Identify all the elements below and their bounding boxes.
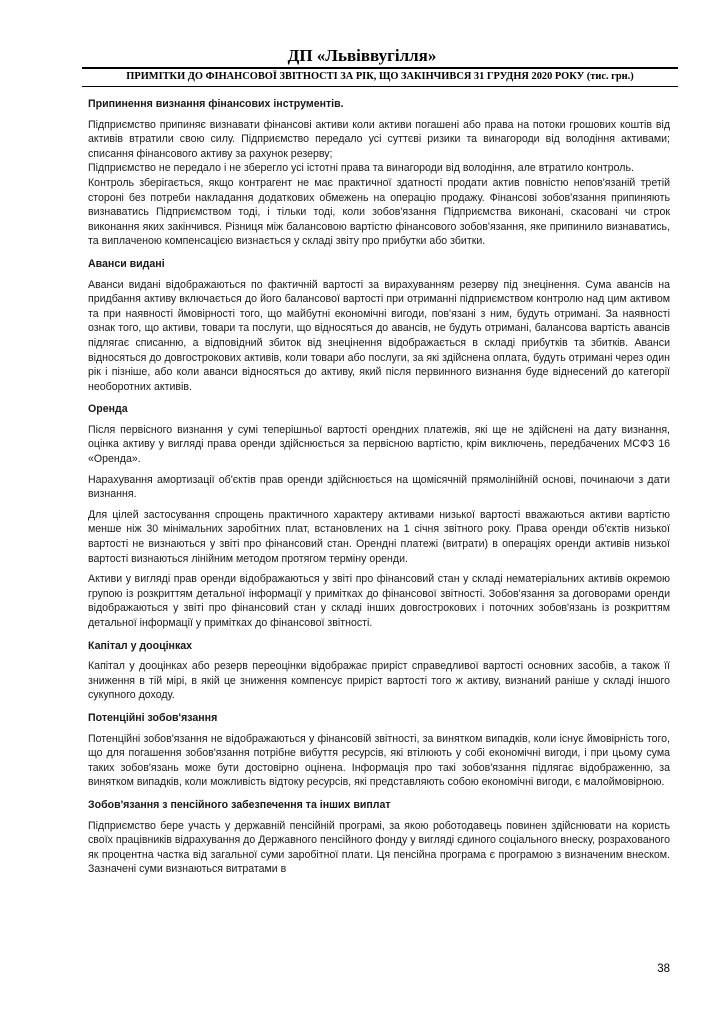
paragraph: Після первісного визнання у сумі теперішньої вартості орендних платежів, які ще не здійснені на дату визнання, оцінка активу у вигляді права оренди здійснюється за первісною вартістю, крім виключень, передбачених МСФЗ 16 «Оренда». bbox=[88, 423, 670, 466]
report-subtitle: ПРИМІТКИ ДО ФІНАНСОВОЇ ЗВІТНОСТІ ЗА РІК, ЩО ЗАКІНЧИВСЯ 31 ГРУДНЯ 2020 РОКУ (тис. грн.) bbox=[126, 71, 634, 82]
paragraph: Аванси видані відображаються по фактичній вартості за вирахуванням резерву під знецінення. Сума авансів на придбання активу включається до його балансової вартості при отриманні підприємством контролю над цим активом та при наявності ймовірності того, що майбутні економічні вигоди, пов'язані з ним, будуть отримані. За наявності ознак того, що активи, товари та послуги, що відносяться до авансів, не будуть отримані, балансова вартість авансів підлягає списанню, а відповідний збиток від знецінення відображається в складі прибутків та збитків. Аванси відносяться до довгострокових активів, коли товари або послуги, за які здійснена оплата, будуть отримані через один рік і пізніше, або коли аванси відносяться до активу, який після первинного визнання буде віднесений до категорії необоротних активів. bbox=[88, 278, 670, 393]
paragraph: Контроль зберігається, якщо контрагент не має практичної здатності продати актив повністю непов'язаній третій стороні без потреби накладання додаткових обмежень на операцію продажу. Фінансові зобов'язання припиняють визнаватись Підприємством тоді, і тільки тоді, коли зобов'язання Підприємства виконані, скасовані чи строк виконання яких закінчився. Різниця між балансовою вартістю фінансового зобов'язання, яке припинило визнаватись, та виплаченою компенсацією визнається у складі звіту про прибутки або збитки. bbox=[88, 176, 670, 248]
section-heading-derecognition: Припинення визнання фінансових інструментів. bbox=[88, 98, 344, 110]
section-heading-contingent: Потенційні зобов'язання bbox=[88, 711, 218, 724]
paragraph: Для цілей застосування спрощень практичного характеру активами низької вартості вважаються активи вартістю менше ніж 30 мінімальних заробітних плат, встановлених на 1 січня звітного року. Права оренди об'єктів низької вартості не визнаються у звіті про фінансовий стан. Орендні платежі (витрати) в операціях оренди активів низької вартості визнаються лінійним методом протягом терміну оренди. bbox=[88, 508, 670, 565]
header-rule-bottom bbox=[82, 86, 678, 87]
section-heading-revaluation: Капітал у дооцінках bbox=[88, 639, 193, 652]
paragraph: Підприємство бере участь у державній пенсійній програмі, за якою роботодавець повинен здійснювати на користь своїх працівників відрахування до Державного пенсійного фонду у вигляді єдиного соціального внеску, розрахованого як процентна частка від загальної суми заробітної плати. Ця пенсійна програма є програмою з визначеним внеском. Зазначені суми визнаються витратами в bbox=[88, 819, 670, 876]
paragraph: Потенційні зобов'язання не відображаються у фінансовій звітності, за винятком випадків, коли існує ймовірність того, що для погашення зобов'язання потрібне вибуття ресурсів, які втілюють у собі економічні вигоди, і при цьому сума таких зобов'язань може бути достовірно оцінена. Інформація про такі зобов'язання підлягає відображенню, за винятком випадків, коли можливість відтоку ресурсів, які представляють собою економічні вигоди, є малоймовірною. bbox=[88, 732, 670, 789]
company-title: ДП «Львіввугілля» bbox=[287, 46, 437, 65]
section-heading-advances: Аванси видані bbox=[88, 257, 165, 270]
page-number: 38 bbox=[657, 963, 670, 975]
page-body bbox=[88, 97, 670, 883]
section-heading-lease: Оренда bbox=[88, 403, 128, 416]
paragraph: Капітал у дооцінках або резерв переоцінки відображає приріст справедливої вартості основних засобів, а також її зниження в тій мірі, в якій це зниження компенсує приріст вартості того ж активу, визнаний раніше у складі іншого сукупного доходу. bbox=[88, 660, 670, 702]
paragraph: Активи у вигляді прав оренди відображаються у звіті про фінансовий стан у складі нематеріальних активів окремою групою із розкриттям детальної інформації у примітках до фінансової звітності. Зобов'язання за договорами оренди відображаються у звіті про фінансовий стан у складі інших довгострокових і поточних зобов'язань із розкриттям детальної інформації у примітках до фінансової звітності. bbox=[88, 573, 670, 629]
paragraph: Нарахування амортизації об'єктів прав оренди здійснюється на щомісячній прямолінійній основі, починаючи з дати визнання. bbox=[88, 473, 670, 501]
header-rule-top bbox=[82, 67, 678, 69]
section-heading-pension: Зобов'язання з пенсійного забезпечення та інших виплат bbox=[88, 798, 391, 811]
paragraph: Підприємство не передало і не зберегло усі істотні права та винагороди від володіння, але втратило контроль. bbox=[88, 162, 634, 175]
paragraph: Підприємство припиняє визнавати фінансові активи коли активи погашені або права на потоки грошових коштів від активів втратили свою силу. Підприємство передало усі суттєві ризики та винагороди від володіння активами; списання фінансового активу за рахунок резерву; bbox=[88, 118, 670, 160]
